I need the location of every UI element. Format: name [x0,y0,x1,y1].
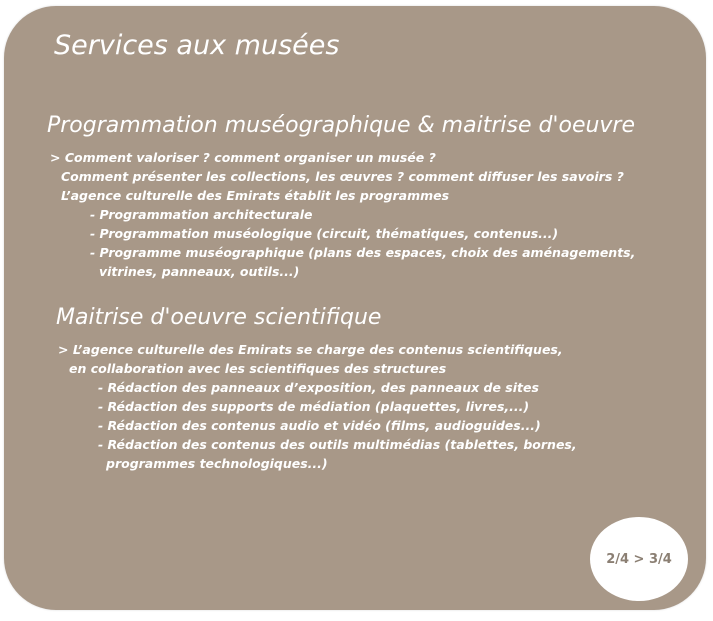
section2-bullet: - Rédaction des supports de médiation (plaquettes, livres,...) [98,399,530,414]
section1-line: L’agence culturelle des Emirats établit les programmes [61,188,450,203]
section2-bullet-continuation: programmes technologiques...) [106,456,328,471]
section2-bullet: - Rédaction des contenus des outils multimédias (tablettes, bornes, [98,437,577,452]
section-title-programmation: Programmation muséographique & maitrise d'oeuvre [47,113,636,138]
page-nav-label: 2/4 > 3/4 [606,551,672,567]
services-card [4,6,706,610]
section1-line: Comment présenter les collections, les œuvres ? comment diffuser les savoirs ? [61,169,624,184]
section1-bullet: - Programmation muséologique (circuit, thématiques, contenus...) [90,226,559,241]
section2-bullet: - Rédaction des contenus audio et vidéo (films, audioguides...) [98,418,541,433]
section1-bullet: - Programme muséographique (plans des espaces, choix des aménagements, [90,245,636,260]
page-title: Services aux musées [54,30,340,61]
section2-line: > L’agence culturelle des Emirats se charge des contenus scientifiques, [58,342,563,357]
section1-bullet: - Programmation architecturale [90,207,313,222]
page-nav-button[interactable] [590,517,688,601]
section2-bullet: - Rédaction des panneaux d’exposition, des panneaux de sites [98,380,539,395]
section-title-maitrise: Maitrise d'oeuvre scientifique [56,305,382,330]
section2-line: en collaboration avec les scientifiques des structures [69,361,447,376]
section1-line: > Comment valoriser ? comment organiser un musée ? [50,150,436,165]
section1-bullet-continuation: vitrines, panneaux, outils...) [99,264,300,279]
